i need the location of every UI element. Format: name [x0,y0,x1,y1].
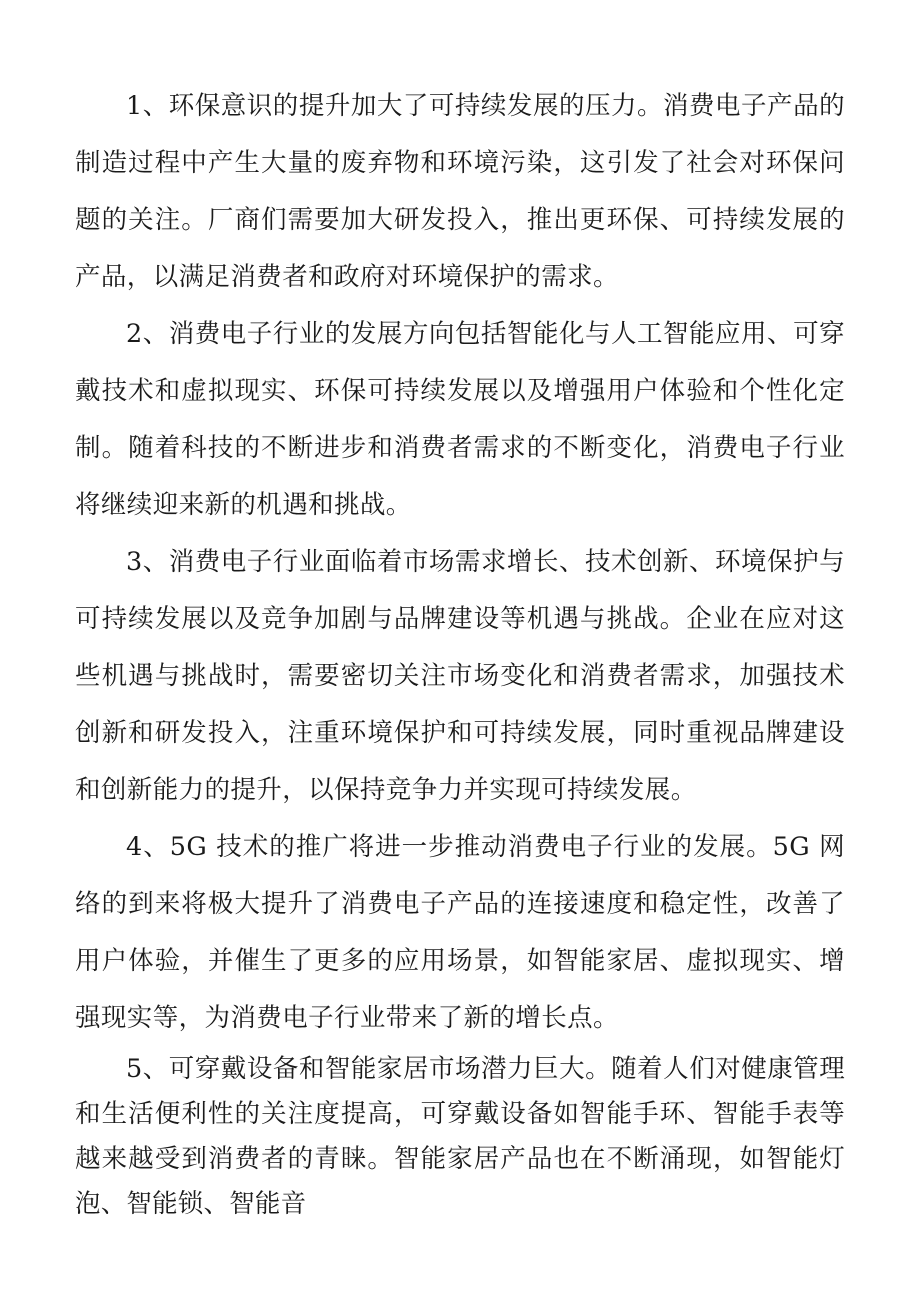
document-paragraph-4: 4、5G 技术的推广将进一步推动消费电子行业的发展。5G 网络的到来将极大提升了消费电子产品的连接速度和稳定性，改善了用户体验，并催生了更多的应用场景，如智能家居、虚拟现实、增强现实等，为消费电子行业带来了新的增长点。 [75,832,845,1033]
document-paragraph-1: 1、环保意识的提升加大了可持续发展的压力。消费电子产品的制造过程中产生大量的废弃物和环境污染，这引发了社会对环保问题的关注。厂商们需要加大研发投入，推出更环保、可持续发展的产品，以满足消费者和政府对环境保护的需求。 [75,91,845,292]
document-paragraph-5: 5、可穿戴设备和智能家居市场潜力巨大。随着人们对健康管理和生活便利性的关注度提高，可穿戴设备如智能手环、智能手表等越来越受到消费者的青睐。智能家居产品也在不断涌现，如智能灯泡、智能锁、智能音 [75,1054,845,1219]
document-body [75,78,845,1227]
document-paragraph-3: 3、消费电子行业面临着市场需求增长、技术创新、环境保护与可持续发展以及竞争加剧与品牌建设等机遇与挑战。企业在应对这些机遇与挑战时，需要密切关注市场变化和消费者需求，加强技术创新和研发投入，注重环境保护和可持续发展，同时重视品牌建设和创新能力的提升，以保持竞争力并实现可持续发展。 [75,547,845,805]
document-paragraph-2: 2、消费电子行业的发展方向包括智能化与人工智能应用、可穿戴技术和虚拟现实、环保可持续发展以及增强用户体验和个性化定制。随着科技的不断进步和消费者需求的不断变化，消费电子行业将继续迎来新的机遇和挑战。 [75,319,845,520]
